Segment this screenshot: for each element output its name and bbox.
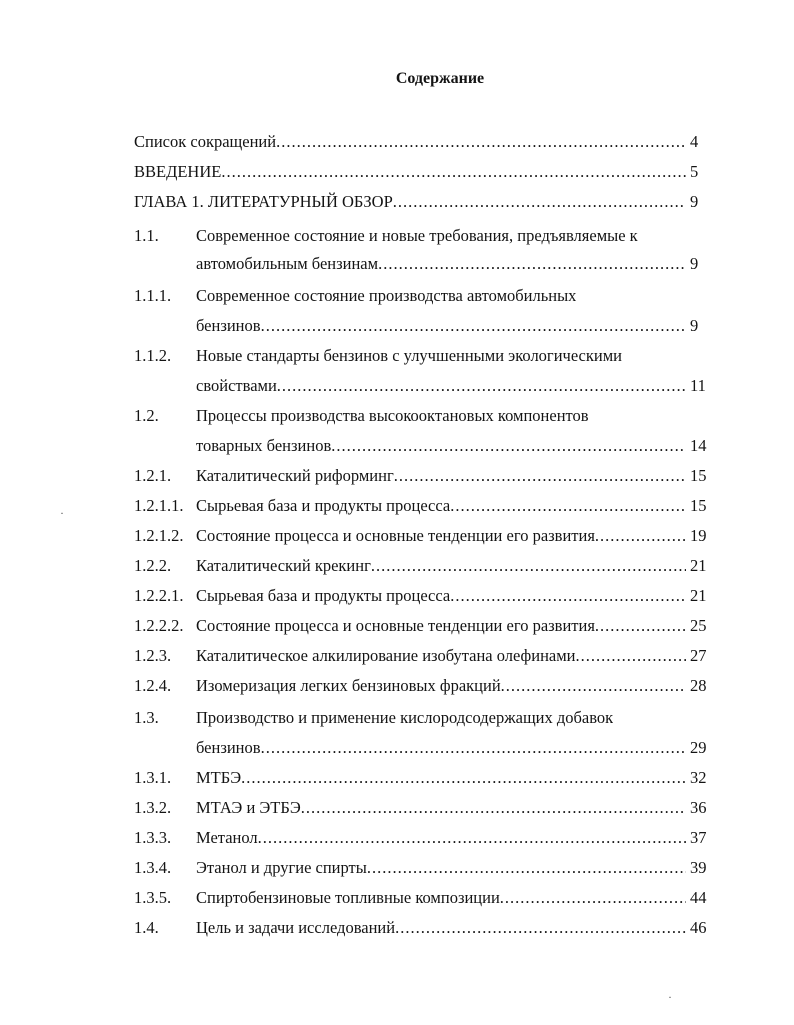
toc-entry[interactable] bbox=[0, 766, 794, 790]
toc-dot-leader bbox=[378, 252, 686, 276]
toc-entry[interactable] bbox=[0, 434, 794, 458]
toc-entry-text-row bbox=[196, 584, 686, 608]
toc-page-number: 28 bbox=[690, 676, 707, 695]
toc-entry-text-row bbox=[134, 160, 686, 184]
toc-entry[interactable] bbox=[0, 284, 794, 308]
toc-entry-text-row bbox=[196, 524, 686, 548]
toc-entry-title: Каталитический крекинг bbox=[196, 556, 371, 575]
toc-dot-leader bbox=[450, 584, 686, 608]
toc-entry-number: 1.2.1.2. bbox=[134, 526, 184, 545]
toc-entry-title: Состояние процесса и основные тенденции его развития bbox=[196, 616, 595, 635]
toc-entry-title: ГЛАВА 1. ЛИТЕРАТУРНЫЙ ОБЗОР bbox=[134, 192, 393, 211]
toc-entry[interactable] bbox=[0, 674, 794, 698]
toc-page-number: 11 bbox=[690, 376, 706, 395]
toc-entry[interactable] bbox=[0, 160, 794, 184]
toc-page-number: 21 bbox=[690, 586, 707, 605]
toc-page-number: 4 bbox=[690, 132, 699, 151]
toc-entry-title: Изомеризация легких бензиновых фракций bbox=[196, 676, 501, 695]
toc-entry-title: Современное состояние производства автомобильных bbox=[196, 286, 577, 305]
toc-entry[interactable] bbox=[0, 314, 794, 338]
toc-entry[interactable] bbox=[0, 494, 794, 518]
toc-page-number: 19 bbox=[690, 526, 707, 545]
toc-entry[interactable] bbox=[0, 130, 794, 154]
toc-entry-text-row bbox=[196, 826, 686, 850]
toc-dot-leader bbox=[595, 524, 686, 548]
toc-entry-text-row bbox=[196, 344, 622, 368]
toc-page-number: 37 bbox=[690, 828, 707, 847]
toc-entry-text-row bbox=[196, 674, 686, 698]
toc-entry[interactable] bbox=[0, 524, 794, 548]
toc-entry-title: МТБЭ bbox=[196, 768, 242, 787]
toc-entry-number: 1.3.2. bbox=[134, 798, 172, 817]
toc-entry[interactable] bbox=[0, 404, 794, 428]
toc-entry-text-row bbox=[196, 224, 638, 248]
toc-entry-title: свойствами bbox=[196, 376, 277, 395]
toc-entry-title: Цель и задачи исследований bbox=[196, 918, 396, 937]
toc-entry-title: Каталитическое алкилирование изобутана олефинами bbox=[196, 646, 576, 665]
toc-entry-text-row bbox=[196, 766, 686, 790]
toc-entry-title: товарных бензинов bbox=[196, 436, 332, 455]
toc-dot-leader bbox=[261, 736, 686, 760]
toc-page-number: 46 bbox=[690, 918, 707, 937]
toc-entry-number: 1.3.4. bbox=[134, 858, 172, 877]
toc-entry-number: 1.2.1. bbox=[134, 466, 172, 485]
toc-entry-text-row bbox=[196, 916, 686, 940]
scan-speck: · bbox=[668, 990, 672, 1004]
toc-entry-text-row bbox=[196, 464, 686, 488]
toc-page-number: 25 bbox=[690, 616, 707, 635]
toc-entry-text-row bbox=[196, 554, 686, 578]
toc-page-number: 14 bbox=[690, 436, 707, 455]
toc-page-number: 32 bbox=[690, 768, 707, 787]
toc-entry-title: Современное состояние и новые требования, предъявляемые к bbox=[196, 226, 638, 245]
toc-entry-text-row bbox=[196, 314, 686, 338]
toc-dot-leader bbox=[331, 434, 686, 458]
toc-entry-text-row bbox=[134, 130, 686, 154]
toc-entry[interactable] bbox=[0, 252, 794, 276]
toc-dot-leader bbox=[221, 160, 686, 184]
toc-entry-number: 1.2.4. bbox=[134, 676, 172, 695]
toc-entry[interactable] bbox=[0, 796, 794, 820]
toc-entry-number: 1.2.2.2. bbox=[134, 616, 184, 635]
toc-dot-leader bbox=[261, 314, 686, 338]
toc-entry-title: бензинов bbox=[196, 316, 261, 335]
toc-entry[interactable] bbox=[0, 916, 794, 940]
toc-dot-leader bbox=[258, 826, 686, 850]
toc-entry-text-row bbox=[196, 644, 686, 668]
toc-entry[interactable] bbox=[0, 374, 794, 398]
toc-entry-title: Новые стандарты бензинов с улучшенными экологическими bbox=[196, 346, 623, 365]
toc-dot-leader bbox=[595, 614, 686, 638]
toc-entry[interactable] bbox=[0, 584, 794, 608]
toc-page-number: 9 bbox=[690, 192, 699, 211]
toc-entry-title: Этанол и другие спирты bbox=[196, 858, 367, 877]
toc-entry-number: 1.3.1. bbox=[134, 768, 172, 787]
toc-entry[interactable] bbox=[0, 706, 794, 730]
toc-dot-leader bbox=[241, 766, 686, 790]
toc-entry-number: 1.2.1.1. bbox=[134, 496, 184, 515]
toc-entry-text-row bbox=[196, 434, 686, 458]
toc-entry-title: Процессы производства высокооктановых компонентов bbox=[196, 406, 589, 425]
toc-entry-title: ВВЕДЕНИЕ bbox=[134, 162, 222, 181]
toc-dot-leader bbox=[395, 916, 686, 940]
toc-entry-text-row bbox=[196, 404, 589, 428]
toc-entry-number: 1.1.1. bbox=[134, 286, 172, 305]
toc-entry-text-row bbox=[196, 284, 576, 308]
toc-dot-leader bbox=[394, 464, 686, 488]
toc-entry[interactable] bbox=[0, 736, 794, 760]
toc-entry-text-row bbox=[196, 856, 686, 880]
toc-entry[interactable] bbox=[0, 190, 794, 214]
toc-entry-title: Сырьевая база и продукты процесса bbox=[196, 586, 451, 605]
toc-dot-leader bbox=[450, 494, 686, 518]
toc-entry[interactable] bbox=[0, 614, 794, 638]
toc-entry-text-row bbox=[196, 706, 613, 730]
toc-entry-title: бензинов bbox=[196, 738, 261, 757]
toc-entry-number: 1.2. bbox=[134, 406, 159, 425]
toc-entry-number: 1.3.3. bbox=[134, 828, 172, 847]
toc-entry-title: Каталитический риформинг bbox=[196, 466, 394, 485]
toc-dot-leader bbox=[276, 130, 686, 154]
toc-page-number: 27 bbox=[690, 646, 707, 665]
toc-dot-leader bbox=[393, 190, 686, 214]
toc-entry-number: 1.1.2. bbox=[134, 346, 172, 365]
toc-entry-text-row bbox=[196, 494, 686, 518]
toc-page-number: 39 bbox=[690, 858, 707, 877]
toc-entry[interactable] bbox=[0, 464, 794, 488]
toc-entry-number: 1.1. bbox=[134, 226, 159, 245]
toc-entry-text-row bbox=[196, 886, 686, 910]
toc-entry[interactable] bbox=[0, 554, 794, 578]
toc-entry[interactable] bbox=[0, 644, 794, 668]
toc-entry-number: 1.2.3. bbox=[134, 646, 172, 665]
toc-page-number: 9 bbox=[690, 254, 699, 273]
toc-entry-title: Состояние процесса и основные тенденции его развития bbox=[196, 526, 595, 545]
toc-entry-text-row bbox=[196, 614, 686, 638]
toc-entry-number: 1.3.5. bbox=[134, 888, 172, 907]
toc-entry-text-row bbox=[196, 374, 686, 398]
toc-entry-number: 1.4. bbox=[134, 918, 159, 937]
toc-page-number: 15 bbox=[690, 496, 707, 515]
toc-page-number: 29 bbox=[690, 738, 707, 757]
toc-page-number: 5 bbox=[690, 162, 699, 181]
toc-dot-leader bbox=[500, 886, 686, 910]
toc-entry-title: МТАЭ и ЭТБЭ bbox=[196, 798, 301, 817]
toc-page-number: 15 bbox=[690, 466, 707, 485]
toc-dot-leader bbox=[367, 856, 686, 880]
toc-dot-leader bbox=[301, 796, 686, 820]
toc-entry-number: 1.2.2. bbox=[134, 556, 172, 575]
toc-dot-leader bbox=[277, 374, 686, 398]
page-title: Содержание bbox=[395, 70, 485, 87]
toc-entry-text-row bbox=[134, 190, 686, 214]
toc-entry-title: автомобильным бензинам bbox=[196, 254, 379, 273]
toc-entry-title: Сырьевая база и продукты процесса bbox=[196, 496, 451, 515]
toc-dot-leader bbox=[501, 674, 686, 698]
toc-entry-title: Метанол bbox=[196, 828, 258, 847]
scan-speck: · bbox=[60, 506, 64, 520]
toc-entry-text-row bbox=[196, 796, 686, 820]
toc-entry[interactable] bbox=[0, 856, 794, 880]
toc-dot-leader bbox=[371, 554, 686, 578]
toc-page-number: 36 bbox=[690, 798, 707, 817]
toc-dot-leader bbox=[576, 644, 687, 668]
toc-entry-number: 1.3. bbox=[134, 708, 159, 727]
toc-entry[interactable] bbox=[0, 826, 794, 850]
toc-page-number: 9 bbox=[690, 316, 699, 335]
toc-entry-text-row bbox=[196, 252, 686, 276]
toc-entry[interactable] bbox=[0, 344, 794, 368]
toc-entry-number: 1.2.2.1. bbox=[134, 586, 184, 605]
toc-entry-title: Спиртобензиновые топливные композиции bbox=[196, 888, 500, 907]
toc-entry[interactable] bbox=[0, 886, 794, 910]
toc-page-number: 21 bbox=[690, 556, 707, 575]
toc-page-number: 44 bbox=[690, 888, 707, 907]
toc-entry-title: Производство и применение кислородсодержащих добавок bbox=[196, 708, 614, 727]
toc-entry-title: Список сокращений bbox=[134, 132, 277, 151]
toc-entry[interactable] bbox=[0, 224, 794, 248]
toc-entry-text-row bbox=[196, 736, 686, 760]
